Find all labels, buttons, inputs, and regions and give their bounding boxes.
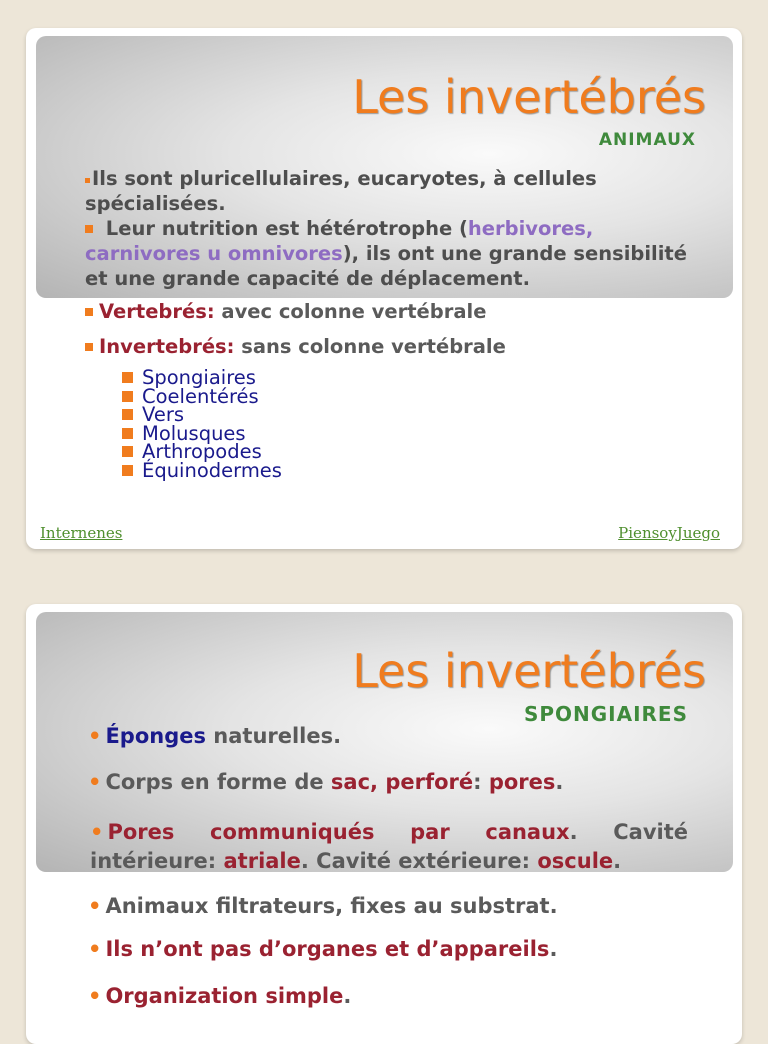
bullet-square-icon: [122, 428, 133, 439]
slide-spongiaires: [26, 604, 742, 1044]
slide-animaux: [26, 28, 742, 549]
footer-link-piensoyjuego[interactable]: PiensoyJuego: [618, 524, 720, 542]
bullet-vertebres: [85, 300, 486, 323]
intro-text: [85, 166, 705, 291]
bullet-square-icon: [85, 343, 93, 351]
vertebres-text: avec colonne vertébrale: [214, 300, 487, 323]
bullet-square-icon: [122, 391, 133, 402]
slide-title: Les invertébrés: [352, 644, 706, 698]
slide-subtitle: SPONGIAIRES: [523, 702, 688, 726]
bullet-square-icon: [85, 178, 90, 183]
bullet-square-icon: [122, 372, 133, 383]
slide-title: Les invertébrés: [352, 70, 706, 124]
bullet-pores: • Pores communiqués par canaux. Cavité intérieure: atriale. Cavité extérieure: oscule.: [90, 820, 689, 873]
bullet-corps: • Corps en forme de sac, perforé: pores.: [88, 770, 564, 794]
bullet-square-icon: [85, 308, 93, 316]
vertebres-label: Vertebrés:: [99, 300, 215, 323]
bullet-filtrateurs: • Animaux filtrateurs, fixes au substrat.: [88, 894, 558, 918]
bullet-square-icon: [122, 465, 133, 476]
bullet-square-icon: [122, 446, 133, 457]
bullet-dot-icon: •: [88, 724, 102, 748]
bullet-organization: • Organization simple.: [88, 984, 352, 1008]
bullet-square-icon: [85, 225, 93, 233]
bullet-square-icon: [122, 409, 133, 420]
bullet-dot-icon: •: [90, 820, 104, 844]
diet-types: herbivores, carnivores u omnivores: [85, 217, 594, 265]
slide-subtitle: ANIMAUX: [598, 130, 696, 150]
bullet-eponges: • Éponges naturelles.: [88, 724, 342, 748]
bullet-dot-icon: •: [88, 770, 102, 794]
invertebres-text: sans colonne vertébrale: [234, 335, 506, 358]
footer-link-internenes[interactable]: Internenes: [40, 524, 123, 542]
list-item: Spongiaires: [122, 369, 282, 388]
list-item: Vers: [122, 406, 282, 425]
bullet-dot-icon: •: [88, 937, 102, 961]
list-item: Molusques: [122, 425, 282, 444]
bullet-organes: • Ils n’ont pas d’organes et d’appareils.: [88, 937, 558, 961]
invertebrate-groups-list: [122, 366, 282, 482]
list-item: Équinodermes: [122, 462, 282, 481]
bullet-invertebres: [85, 335, 506, 358]
invertebres-label: Invertebrés:: [99, 335, 235, 358]
intro-paragraph-1: Ils sont pluricellulaires, eucaryotes, à cellules spécialisées.: [85, 167, 597, 215]
intro-paragraph-2: Leur nutrition est hétérotrophe (herbivores, carnivores u omnivores), ils ont une grande sensibilité et une grande capacité de déplacement.: [85, 217, 687, 290]
bullet-dot-icon: •: [88, 894, 102, 918]
list-item: Coelentérés: [122, 388, 282, 407]
list-item: Arthropodes: [122, 443, 282, 462]
bullet-dot-icon: •: [88, 984, 102, 1008]
